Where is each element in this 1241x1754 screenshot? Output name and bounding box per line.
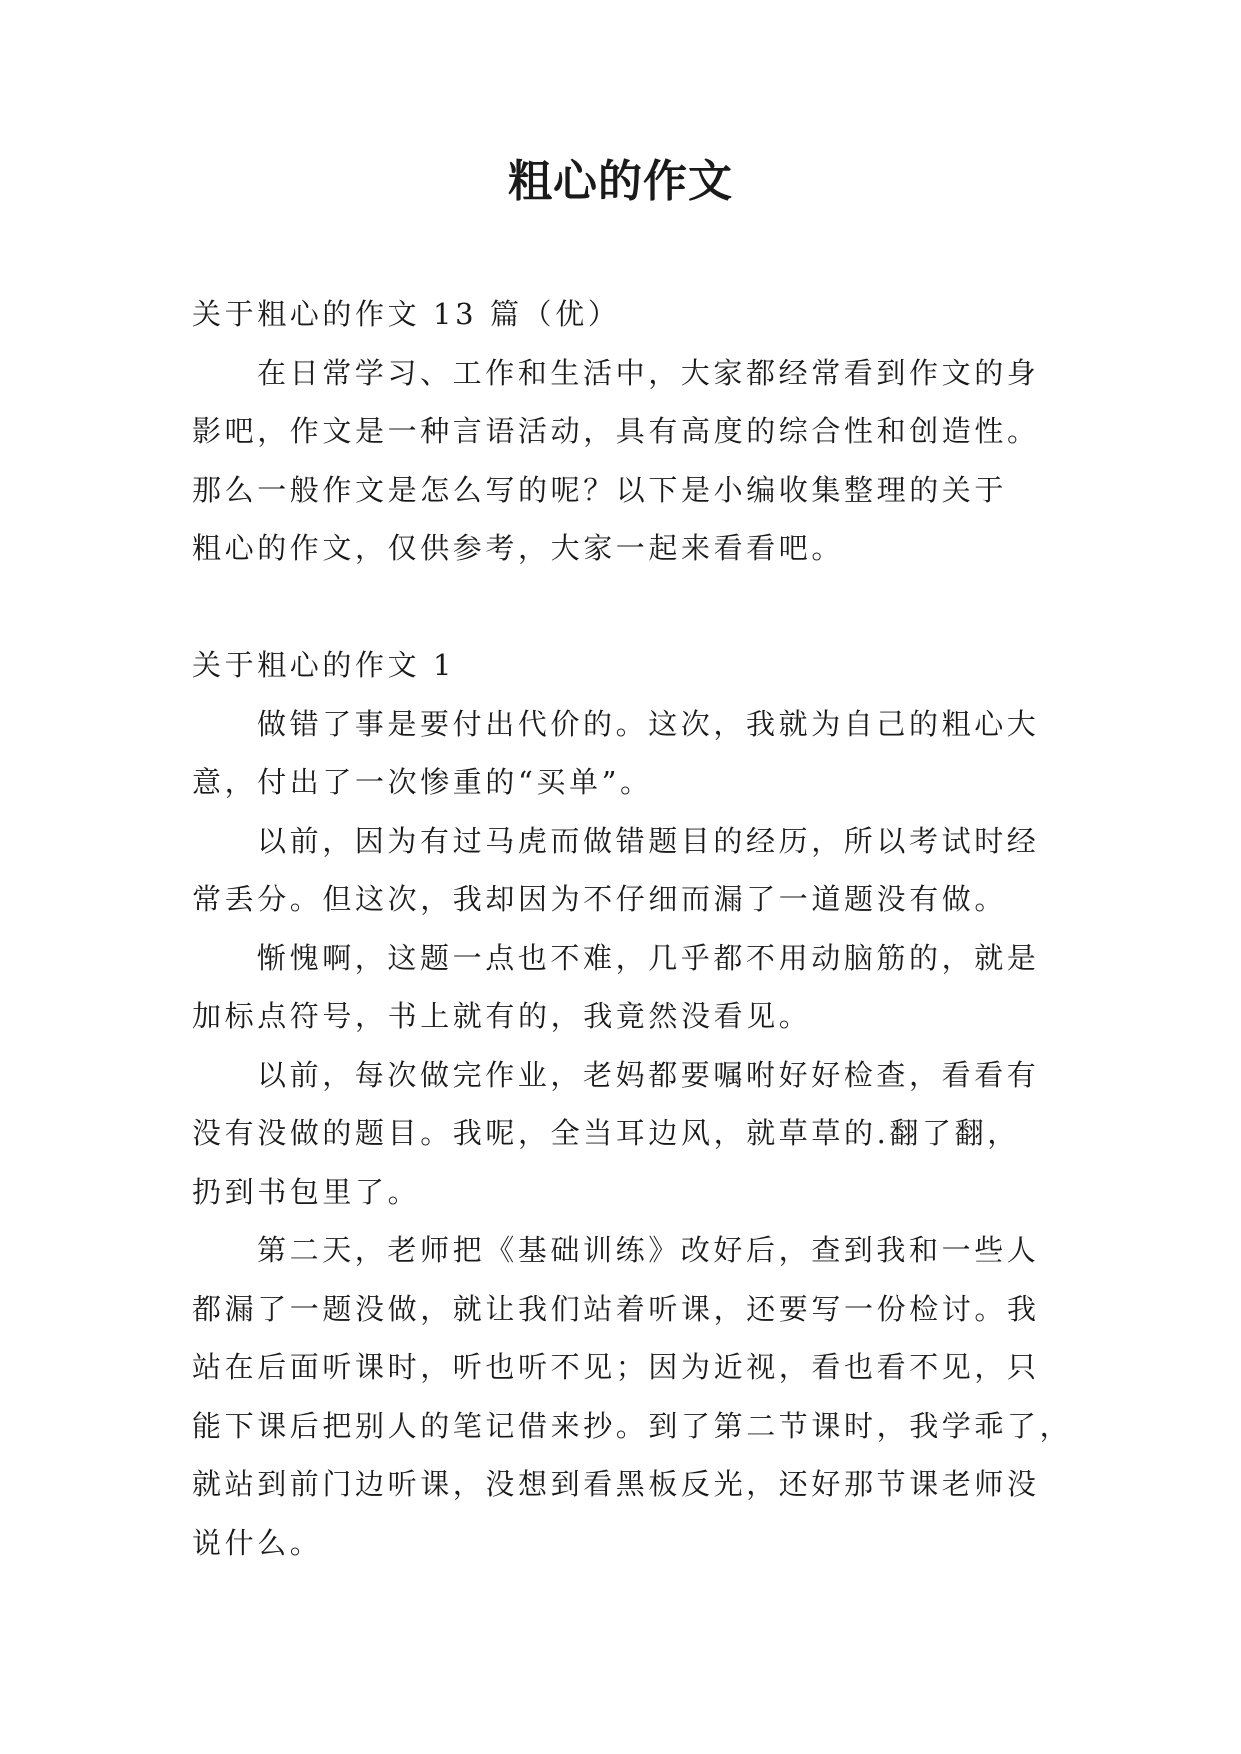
text-line: 以前，因为有过马虎而做错题目的经历，所以考试时经 <box>257 823 1040 858</box>
document-title: 粗心的作文 <box>508 156 733 207</box>
text-line: 做错了事是要付出代价的。这次，我就为自己的粗心大 <box>257 706 1040 741</box>
text-line: 说什么。 <box>192 1525 323 1560</box>
document-body <box>192 285 1072 1572</box>
text-line: 在日常学习、工作和生活中，大家都经常看到作文的身 <box>257 355 1040 390</box>
text-line: 常丢分。但这次，我却因为不仔细而漏了一道题没有做。 <box>192 882 1008 916</box>
blank-line <box>192 578 1072 637</box>
text-line: 扔到书包里了。 <box>192 1174 421 1209</box>
text-line: 以前，每次做完作业，老妈都要嘱咐好好检查，看看有 <box>257 1057 1040 1092</box>
text-line: 意，付出了一次惨重的“买单”。 <box>192 765 653 799</box>
text-line: 关于粗心的作文 1 <box>192 648 456 682</box>
text-line: 都漏了一题没做，就让我们站着听课，还要写一份检讨。我 <box>192 1291 1040 1326</box>
text-line: 粗心的作文，仅供参考，大家一起来看看吧。 <box>192 531 845 565</box>
text-line: 惭愧啊，这题一点也不难，几乎都不用动脑筋的，就是 <box>257 940 1040 975</box>
text-line: 影吧，作文是一种言语活动，具有高度的综合性和创造性。 <box>192 414 1040 448</box>
text-line: 关于粗心的作文 13 篇（优） <box>192 297 621 331</box>
text-line: 没有没做的题目。我呢，全当耳边风，就草草的.翻了翻， <box>192 1116 1020 1150</box>
text-line: 第二天，老师把《基础训练》改好后，查到我和一些人 <box>257 1233 1040 1267</box>
text-line: 能下课后把别人的笔记借来抄。到了第二节课时，我学乖了， <box>192 1408 1073 1443</box>
text-line: 站在后面听课时，听也听不见；因为近视，看也看不见，只 <box>192 1350 1040 1384</box>
text-line: 那么一般作文是怎么写的呢？以下是小编收集整理的关于 <box>192 472 1008 507</box>
text-line: 加标点符号，书上就有的，我竟然没看见。 <box>192 999 812 1033</box>
text-line: 就站到前门边听课，没想到看黑板反光，还好那节课老师没 <box>192 1467 1040 1501</box>
